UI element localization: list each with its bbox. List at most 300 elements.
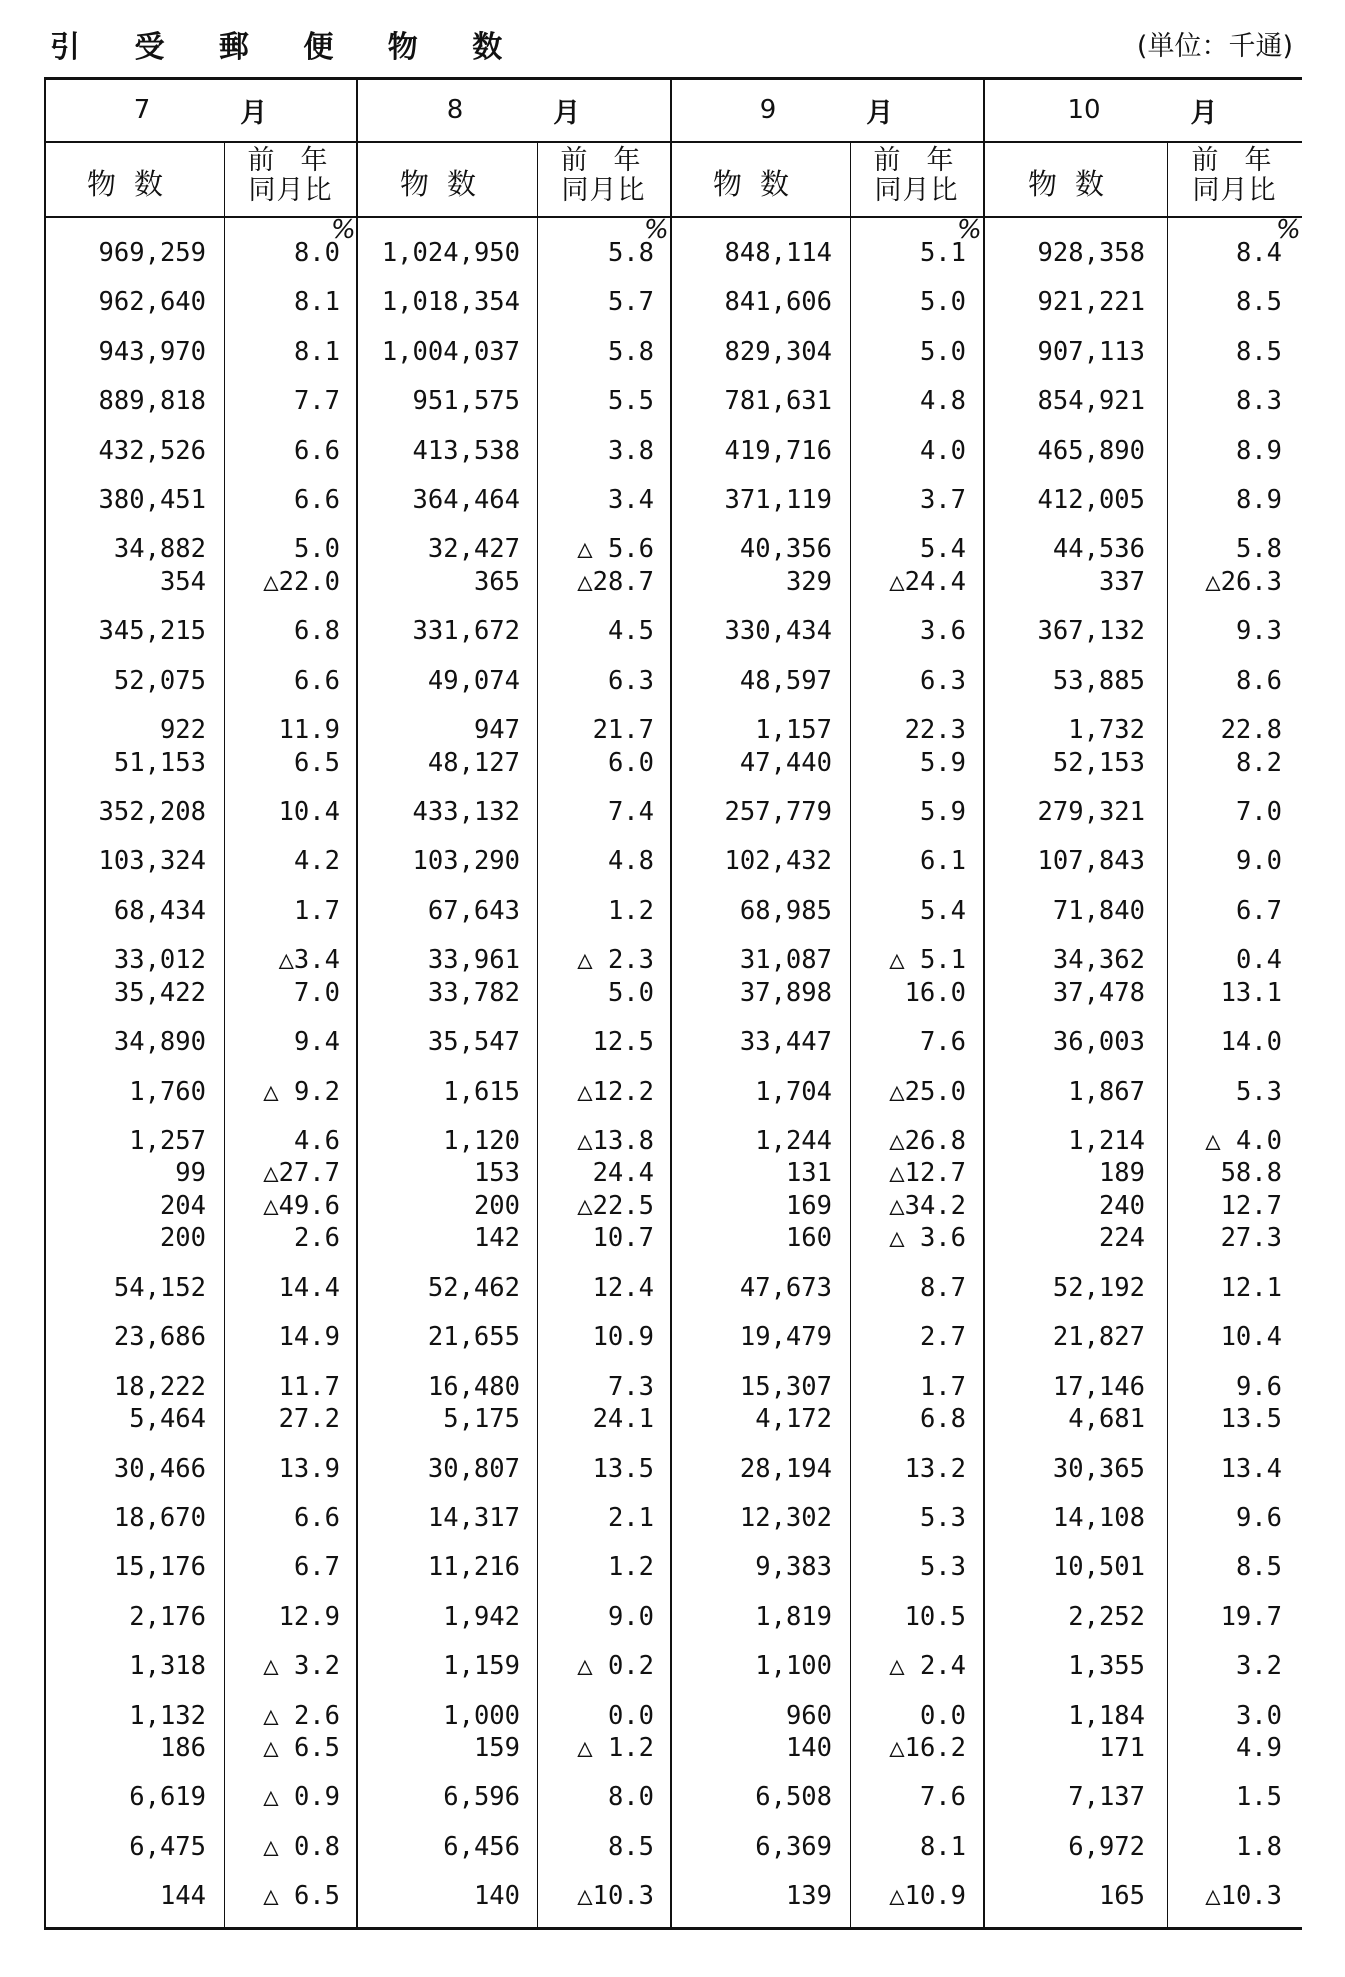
ratio-cell: 8.2	[1235, 747, 1282, 778]
ratio-cell: 4.6	[293, 1125, 340, 1156]
ratio-cell: 9.0	[607, 1601, 654, 1632]
ratio-header-line1: 前年	[247, 145, 354, 176]
count-cell: 829,304	[724, 336, 832, 367]
ratio-cell: 16.0	[904, 977, 966, 1008]
ratio-cell: 3.6	[919, 616, 966, 647]
count-cell: 52,192	[1052, 1272, 1145, 1303]
ratio-cell: 11.7	[278, 1371, 340, 1402]
count-cell: 337	[1098, 566, 1145, 597]
count-cell: 48,597	[739, 665, 832, 696]
ratio-cell: 5.4	[919, 534, 966, 565]
ratio-cell: 1.8	[1235, 1831, 1282, 1862]
ratio-cell: 13.5	[592, 1453, 654, 1484]
count-cell: 1,318	[129, 1651, 206, 1682]
ratio-cell: 5.1	[919, 238, 966, 268]
ratio-cell: 13.9	[278, 1453, 340, 1484]
count-cell: 6,475	[129, 1831, 206, 1862]
count-cell: 103,290	[412, 846, 520, 877]
count-cell: 889,818	[98, 386, 206, 417]
month-number: 8	[446, 95, 464, 125]
group-divider	[983, 78, 985, 1928]
ratio-cell: 1.5	[1235, 1782, 1282, 1813]
count-cell: 951,575	[412, 386, 520, 417]
count-cell: 1,024,950	[381, 238, 520, 268]
ratio-cell: 7.6	[919, 1027, 966, 1058]
count-cell: 943,970	[98, 336, 206, 367]
count-cell: 781,631	[724, 386, 832, 417]
ratio-cell: 4.5	[607, 616, 654, 647]
count-cell: 224	[1098, 1223, 1145, 1254]
count-cell: 6,619	[129, 1782, 206, 1813]
ratio-cell: 4.2	[293, 846, 340, 877]
ratio-cell: 5.3	[919, 1552, 966, 1583]
ratio-cell: △13.8	[577, 1125, 654, 1156]
count-cell: 364,464	[412, 485, 520, 515]
month-number: 10	[1067, 95, 1101, 125]
count-cell: 31,087	[739, 945, 832, 976]
table-title: 引 受 郵 便 物 数	[50, 30, 525, 65]
count-cell: 9,383	[755, 1552, 832, 1583]
ratio-cell: 3.0	[1235, 1700, 1282, 1731]
ratio-cell: 5.3	[1235, 1076, 1282, 1107]
ratio-cell: 6.7	[1235, 895, 1282, 926]
ratio-cell: 7.3	[607, 1371, 654, 1402]
ratio-cell: 6.3	[919, 665, 966, 696]
ratio-cell: △12.7	[889, 1158, 966, 1189]
count-cell: 34,362	[1052, 945, 1145, 976]
ratio-cell: 7.0	[293, 977, 340, 1008]
count-cell: 240	[1098, 1190, 1145, 1221]
count-cell: 1,132	[129, 1700, 206, 1731]
ratio-header-line1: 前年	[873, 145, 980, 176]
ratio-cell: 6.1	[919, 846, 966, 877]
count-cell: 34,890	[113, 1027, 206, 1058]
ratio-cell: △ 2.6	[263, 1700, 340, 1731]
ratio-cell: 9.0	[1235, 846, 1282, 877]
ratio-cell: 8.1	[919, 1831, 966, 1862]
ratio-cell: 9.6	[1235, 1502, 1282, 1533]
ratio-cell: △10.9	[889, 1881, 966, 1912]
count-cell: 1,704	[755, 1076, 832, 1107]
ratio-cell: 6.6	[293, 435, 340, 466]
ratio-cell: △10.3	[577, 1881, 654, 1912]
count-cell: 330,434	[724, 616, 832, 647]
count-cell: 365	[473, 566, 520, 597]
ratio-cell: △24.4	[889, 566, 966, 597]
month-label: 月	[553, 97, 581, 129]
ratio-cell: △ 5.1	[889, 945, 966, 976]
count-cell: 68,434	[113, 895, 206, 926]
ratio-cell: 7.7	[293, 386, 340, 417]
ratio-cell: 5.3	[919, 1502, 966, 1533]
ratio-cell: 5.8	[1235, 534, 1282, 565]
percent-sign: %	[644, 215, 669, 245]
count-cell: 907,113	[1037, 336, 1145, 367]
ratio-cell: 6.0	[607, 747, 654, 778]
left-edge-rule	[44, 78, 46, 1928]
ratio-cell: 5.8	[607, 238, 654, 268]
ratio-cell: 8.5	[607, 1831, 654, 1862]
ratio-cell: △ 1.2	[577, 1733, 654, 1763]
count-cell: 2,252	[1068, 1601, 1145, 1632]
ratio-cell: 6.6	[293, 665, 340, 696]
month-header	[44, 90, 357, 130]
count-cell: 1,355	[1068, 1651, 1145, 1682]
count-cell: 140	[785, 1733, 832, 1763]
ratio-cell: △34.2	[889, 1190, 966, 1221]
count-cell: 5,175	[443, 1404, 520, 1435]
ratio-cell: 4.9	[1235, 1733, 1282, 1763]
ratio-cell: 5.8	[607, 336, 654, 367]
ratio-cell: 12.4	[592, 1272, 654, 1303]
ratio-cell: △22.5	[577, 1190, 654, 1221]
ratio-cell: △22.0	[263, 566, 340, 597]
ratio-cell: 12.1	[1220, 1272, 1282, 1303]
count-cell: 960	[785, 1700, 832, 1731]
count-cell: 15,307	[739, 1371, 832, 1402]
ratio-cell: 10.4	[1220, 1322, 1282, 1353]
count-cell: 33,782	[427, 977, 520, 1008]
count-cell: 279,321	[1037, 797, 1145, 827]
month-label: 月	[1190, 97, 1218, 129]
count-cell: 18,670	[113, 1502, 206, 1533]
count-cell: 131	[785, 1158, 832, 1189]
ratio-cell: 6.8	[293, 616, 340, 647]
count-cell: 854,921	[1037, 386, 1145, 417]
ratio-cell: △ 9.2	[263, 1076, 340, 1107]
count-cell: 21,827	[1052, 1322, 1145, 1353]
count-cell: 40,356	[739, 534, 832, 565]
column-divider	[537, 142, 538, 1928]
ratio-cell: 4.8	[919, 386, 966, 417]
unit-label: (単位：千通)	[1136, 31, 1293, 62]
count-cell: 841,606	[724, 287, 832, 318]
ratio-header-line2: 同月比	[248, 175, 333, 206]
count-cell: 52,075	[113, 665, 206, 696]
ratio-cell: 8.0	[293, 238, 340, 268]
count-cell: 1,760	[129, 1076, 206, 1107]
count-cell: 200	[159, 1223, 206, 1254]
count-cell: 14,317	[427, 1502, 520, 1533]
ratio-cell: 13.5	[1220, 1404, 1282, 1435]
count-cell: 54,152	[113, 1272, 206, 1303]
ratio-cell: 8.5	[1235, 1552, 1282, 1583]
ratio-cell: 1.7	[293, 895, 340, 926]
ratio-cell: 6.6	[293, 1502, 340, 1533]
ratio-cell: 22.3	[904, 715, 966, 746]
count-cell: 367,132	[1037, 616, 1145, 647]
count-cell: 107,843	[1037, 846, 1145, 877]
count-cell: 1,942	[443, 1601, 520, 1632]
ratio-cell: △ 4.0	[1205, 1125, 1282, 1156]
ratio-cell: 3.4	[607, 485, 654, 515]
count-cell: 6,596	[443, 1782, 520, 1813]
count-cell: 165	[1098, 1881, 1145, 1912]
count-cell: 1,732	[1068, 715, 1145, 746]
count-cell: 28,194	[739, 1453, 832, 1484]
count-cell: 159	[473, 1733, 520, 1763]
count-cell: 71,840	[1052, 895, 1145, 926]
count-cell: 139	[785, 1881, 832, 1912]
count-cell: 921,221	[1037, 287, 1145, 318]
ratio-cell: 5.5	[607, 386, 654, 417]
ratio-cell: △ 3.2	[263, 1651, 340, 1682]
count-cell: 354	[159, 566, 206, 597]
ratio-cell: 5.9	[919, 747, 966, 778]
count-cell: 412,005	[1037, 485, 1145, 515]
ratio-cell: △12.2	[577, 1076, 654, 1107]
count-cell: 922	[159, 715, 206, 746]
ratio-cell: 12.7	[1220, 1190, 1282, 1221]
ratio-cell: △16.2	[889, 1733, 966, 1763]
ratio-cell: △26.3	[1205, 566, 1282, 597]
count-cell: 433,132	[412, 797, 520, 827]
ratio-cell: 5.7	[607, 287, 654, 318]
ratio-cell: 0.0	[607, 1700, 654, 1731]
count-cell: 33,961	[427, 945, 520, 976]
count-cell: 47,673	[739, 1272, 832, 1303]
ratio-cell: 13.2	[904, 1453, 966, 1484]
count-cell: 33,447	[739, 1027, 832, 1058]
count-cell: 35,547	[427, 1027, 520, 1058]
percent-sign: %	[957, 215, 982, 245]
ratio-cell: 3.2	[1235, 1651, 1282, 1682]
ratio-cell: △ 6.5	[263, 1733, 340, 1763]
ratio-cell: △ 0.9	[263, 1782, 340, 1813]
count-cell: 928,358	[1037, 238, 1145, 268]
group-divider	[356, 78, 358, 1928]
count-cell: 51,153	[113, 747, 206, 778]
count-cell: 23,686	[113, 1322, 206, 1353]
ratio-cell: 9.3	[1235, 616, 1282, 647]
count-cell: 962,640	[98, 287, 206, 318]
count-cell: 1,004,037	[381, 336, 520, 367]
count-cell: 848,114	[724, 238, 832, 268]
ratio-cell: △ 6.5	[263, 1881, 340, 1912]
count-cell: 48,127	[427, 747, 520, 778]
count-cell: 1,000	[443, 1700, 520, 1731]
count-cell: 1,157	[755, 715, 832, 746]
ratio-cell: △28.7	[577, 566, 654, 597]
count-cell: 189	[1098, 1158, 1145, 1189]
ratio-cell: 6.5	[293, 747, 340, 778]
count-cell: 142	[473, 1223, 520, 1254]
ratio-header-line2: 同月比	[874, 175, 959, 206]
ratio-cell: 5.0	[607, 977, 654, 1008]
ratio-cell: 4.0	[919, 435, 966, 466]
count-cell: 102,432	[724, 846, 832, 877]
count-cell: 2,176	[129, 1601, 206, 1632]
count-cell: 36,003	[1052, 1027, 1145, 1058]
ratio-cell: 14.4	[278, 1272, 340, 1303]
count-cell: 6,972	[1068, 1831, 1145, 1862]
count-cell: 53,885	[1052, 665, 1145, 696]
count-cell: 103,324	[98, 846, 206, 877]
ratio-cell: 9.6	[1235, 1371, 1282, 1402]
count-cell: 169	[785, 1190, 832, 1221]
count-cell: 465,890	[1037, 435, 1145, 466]
month-header	[983, 90, 1302, 130]
count-cell: 371,119	[724, 485, 832, 515]
ratio-cell: 1.2	[607, 895, 654, 926]
ratio-cell: 8.5	[1235, 336, 1282, 367]
count-cell: 30,365	[1052, 1453, 1145, 1484]
ratio-cell: 8.0	[607, 1782, 654, 1813]
ratio-cell: 6.3	[607, 665, 654, 696]
table-bottom-rule	[44, 1927, 1302, 1930]
ratio-cell: 5.0	[919, 287, 966, 318]
count-cell: 947	[473, 715, 520, 746]
ratio-cell: 13.4	[1220, 1453, 1282, 1484]
ratio-cell: 2.7	[919, 1322, 966, 1353]
count-cell: 432,526	[98, 435, 206, 466]
count-cell: 49,074	[427, 665, 520, 696]
ratio-cell: 12.5	[592, 1027, 654, 1058]
count-cell: 1,867	[1068, 1076, 1145, 1107]
column-divider	[850, 142, 851, 1928]
month-number: 9	[759, 95, 777, 125]
count-cell: 419,716	[724, 435, 832, 466]
percent-sign: %	[1276, 215, 1301, 245]
ratio-cell: 1.7	[919, 1371, 966, 1402]
ratio-cell: 21.7	[592, 715, 654, 746]
count-cell: 15,176	[113, 1552, 206, 1583]
count-cell: 1,615	[443, 1076, 520, 1107]
ratio-cell: 27.3	[1220, 1223, 1282, 1254]
count-cell: 6,369	[755, 1831, 832, 1862]
count-cell: 1,100	[755, 1651, 832, 1682]
ratio-header-line1: 前年	[1191, 145, 1298, 176]
group-divider	[670, 78, 672, 1928]
count-cell: 68,985	[739, 895, 832, 926]
count-cell: 160	[785, 1223, 832, 1254]
ratio-cell: 3.7	[919, 485, 966, 515]
ratio-cell: 5.9	[919, 797, 966, 827]
ratio-cell: 6.8	[919, 1404, 966, 1435]
ratio-cell: 5.0	[919, 336, 966, 367]
ratio-cell: 2.6	[293, 1223, 340, 1254]
month-header	[357, 90, 670, 130]
column-divider	[1167, 142, 1168, 1928]
ratio-cell: 14.0	[1220, 1027, 1282, 1058]
count-cell: 35,422	[113, 977, 206, 1008]
count-cell: 17,146	[1052, 1371, 1145, 1402]
count-cell: 52,462	[427, 1272, 520, 1303]
ratio-cell: △ 5.6	[577, 534, 654, 565]
count-cell: 186	[159, 1733, 206, 1763]
count-cell: 380,451	[98, 485, 206, 515]
ratio-cell: 7.4	[607, 797, 654, 827]
count-cell: 1,120	[443, 1125, 520, 1156]
count-cell: 1,819	[755, 1601, 832, 1632]
ratio-cell: 6.7	[293, 1552, 340, 1583]
ratio-cell: 1.2	[607, 1552, 654, 1583]
ratio-cell: 5.0	[293, 534, 340, 565]
count-cell: 34,882	[113, 534, 206, 565]
ratio-cell: 24.4	[592, 1158, 654, 1189]
count-cell: 19,479	[739, 1322, 832, 1353]
ratio-header	[1167, 146, 1302, 216]
ratio-cell: 10.4	[278, 797, 340, 827]
count-cell: 30,466	[113, 1453, 206, 1484]
count-cell: 200	[473, 1190, 520, 1221]
ratio-cell: 8.1	[293, 336, 340, 367]
count-header: 物数	[86, 166, 181, 201]
count-cell: 18,222	[113, 1371, 206, 1402]
count-cell: 6,456	[443, 1831, 520, 1862]
month-header-rule	[44, 141, 1302, 143]
count-cell: 67,643	[427, 895, 520, 926]
count-cell: 37,898	[739, 977, 832, 1008]
ratio-cell: 0.4	[1235, 945, 1282, 976]
ratio-cell: 7.0	[1235, 797, 1282, 827]
ratio-cell: 13.1	[1220, 977, 1282, 1008]
ratio-cell: 7.6	[919, 1782, 966, 1813]
ratio-header	[224, 146, 357, 216]
ratio-cell: 11.9	[278, 715, 340, 746]
count-cell: 30,807	[427, 1453, 520, 1484]
count-cell: 329	[785, 566, 832, 597]
ratio-cell: △10.3	[1205, 1881, 1282, 1912]
ratio-cell: △25.0	[889, 1076, 966, 1107]
count-header: 物数	[712, 166, 807, 201]
ratio-cell: 27.2	[278, 1404, 340, 1435]
count-cell: 413,538	[412, 435, 520, 466]
count-cell: 153	[473, 1158, 520, 1189]
count-cell: 52,153	[1052, 747, 1145, 778]
ratio-cell: △27.7	[263, 1158, 340, 1189]
count-cell: 37,478	[1052, 977, 1145, 1008]
count-cell: 1,159	[443, 1651, 520, 1682]
count-cell: 7,137	[1068, 1782, 1145, 1813]
ratio-header-line1: 前年	[560, 145, 667, 176]
count-cell: 345,215	[98, 616, 206, 647]
ratio-cell: 8.5	[1235, 287, 1282, 318]
count-cell: 5,464	[129, 1404, 206, 1435]
ratio-cell: △26.8	[889, 1125, 966, 1156]
count-cell: 140	[473, 1881, 520, 1912]
month-header	[670, 90, 983, 130]
ratio-cell: △ 0.8	[263, 1831, 340, 1862]
ratio-cell: 8.7	[919, 1272, 966, 1303]
count-cell: 16,480	[427, 1371, 520, 1402]
ratio-cell: 8.3	[1235, 386, 1282, 417]
ratio-header	[850, 146, 983, 216]
ratio-cell: 8.1	[293, 287, 340, 318]
count-cell: 1,184	[1068, 1700, 1145, 1731]
count-cell: 32,427	[427, 534, 520, 565]
ratio-cell: 8.9	[1235, 435, 1282, 466]
count-cell: 331,672	[412, 616, 520, 647]
count-cell: 14,108	[1052, 1502, 1145, 1533]
count-cell: 44,536	[1052, 534, 1145, 565]
count-cell: 4,172	[755, 1404, 832, 1435]
ratio-cell: 9.4	[293, 1027, 340, 1058]
count-cell: 47,440	[739, 747, 832, 778]
ratio-cell: △3.4	[278, 945, 340, 976]
ratio-cell: △ 2.4	[889, 1651, 966, 1682]
ratio-cell: 12.9	[278, 1601, 340, 1632]
ratio-cell: 0.0	[919, 1700, 966, 1731]
ratio-cell: 22.8	[1220, 715, 1282, 746]
ratio-header-line2: 同月比	[561, 175, 646, 206]
ratio-cell: 4.8	[607, 846, 654, 877]
count-cell: 171	[1098, 1733, 1145, 1763]
ratio-cell: 8.6	[1235, 665, 1282, 696]
count-header: 物数	[399, 166, 494, 201]
count-cell: 33,012	[113, 945, 206, 976]
count-cell: 204	[159, 1190, 206, 1221]
